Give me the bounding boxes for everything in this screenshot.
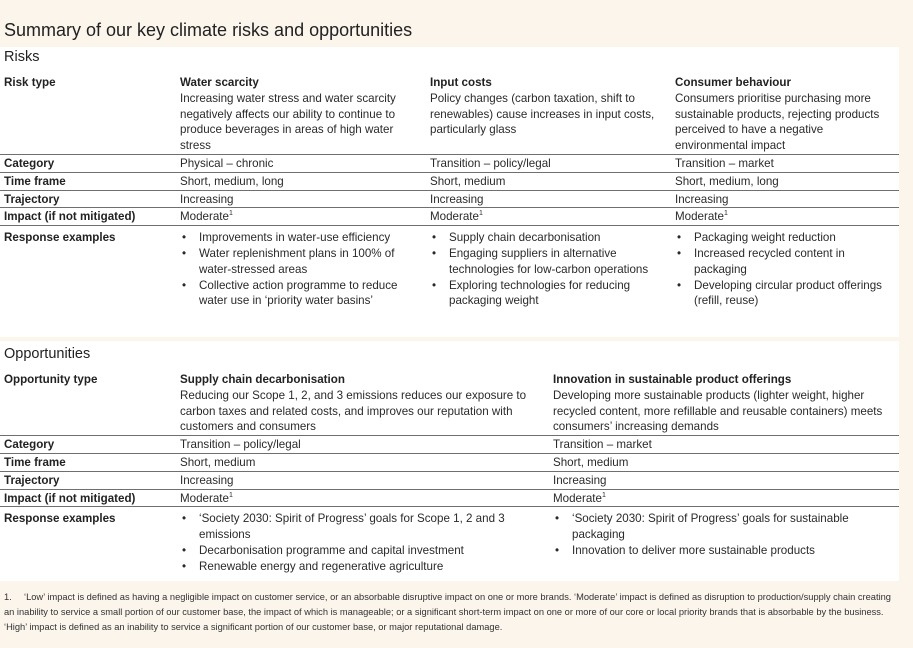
- response-cell: [176, 507, 549, 575]
- opportunity-name: Innovation in sustainable product offerings: [553, 373, 792, 386]
- impact-row: [0, 208, 899, 226]
- row-label: Category: [0, 154, 176, 172]
- footnote: [4, 590, 899, 634]
- opportunity-description: Reducing our Scope 1, 2, and 3 emissions reduces our exposure to carbon taxes and related costs, and improves our reputation with customers and consumers: [180, 388, 527, 434]
- response-item: • Decarbonisation programme and capital investment: [194, 543, 545, 559]
- time-frame-row: [0, 453, 899, 471]
- risks-table: [0, 74, 899, 309]
- page-title: Summary of our key climate risks and opportunities: [4, 20, 413, 40]
- response-item: • ‘Society 2030: Spirit of Progress’ goals for sustainable packaging: [567, 511, 895, 543]
- trajectory-cell: Increasing: [549, 471, 899, 489]
- trajectory-cell: Increasing: [671, 190, 899, 208]
- row-label: Response examples: [4, 231, 116, 245]
- row-label: Trajectory: [0, 190, 176, 208]
- impact-value: Moderate: [675, 210, 724, 224]
- response-list: [180, 511, 545, 574]
- category-row: [0, 154, 899, 172]
- response-list: [430, 230, 667, 309]
- response-item: • Innovation to deliver more sustainable products: [567, 543, 895, 559]
- response-list: [675, 230, 895, 309]
- opportunities-heading: Opportunities: [4, 346, 91, 362]
- response-cell: [671, 226, 899, 309]
- response-item: • ‘Society 2030: Spirit of Progress’ goals for Scope 1, 2 and 3 emissions: [194, 511, 545, 543]
- category-cell: Physical – chronic: [176, 154, 426, 172]
- response-item: • Exploring technologies for reducing packaging weight: [444, 278, 667, 310]
- response-cell: [549, 507, 899, 575]
- response-item: • Packaging weight reduction: [689, 230, 895, 246]
- impact-value: Moderate: [553, 491, 602, 505]
- trajectory-row: [0, 471, 899, 489]
- risk-name: Input costs: [430, 76, 492, 89]
- category-cell: Transition – policy/legal: [176, 436, 549, 454]
- response-item: • Water replenishment plans in 100% of water-stressed areas: [194, 246, 422, 278]
- footnote-ref: 1: [228, 210, 233, 218]
- trajectory-cell: Increasing: [176, 190, 426, 208]
- risk-name: Consumer behaviour: [675, 76, 791, 89]
- impact-row: [0, 489, 899, 507]
- time-frame-row: [0, 172, 899, 190]
- risk-type-cell: [426, 74, 671, 154]
- row-label: Time frame: [0, 172, 176, 190]
- row-label: Response examples: [4, 512, 116, 526]
- risk-description: Increasing water stress and water scarcity negatively affects our ability to continue to produce beverages in areas of high water stress: [180, 91, 396, 153]
- impact-value: Moderate: [180, 210, 229, 224]
- time-frame-cell: Short, medium, long: [671, 172, 899, 190]
- footnote-text: ‘Low’ impact is defined as having a negligible impact on customer service, or an absorbable disruptive impact on one or more brands. ‘Moderate’ impact is defined as disruption to production/supply chain creating an inability to service a small portion of our customer base, the impact of which is manageable; or a significant short-term impact on one or more of our core or local priority brands that is absorbable by the business. ‘High’ impact is defined as an inability to service a significant portion of our customer base, or major reputational damage.: [4, 592, 891, 632]
- time-frame-cell: Short, medium: [176, 453, 549, 471]
- trajectory-row: [0, 190, 899, 208]
- risk-type-cell: [671, 74, 899, 154]
- response-item: • Increased recycled content in packaging: [689, 246, 895, 278]
- impact-cell: [426, 208, 671, 226]
- impact-value: Moderate: [430, 210, 479, 224]
- opportunity-type-cell: [176, 371, 549, 436]
- trajectory-cell: Increasing: [426, 190, 671, 208]
- footnote-ref: 1: [601, 491, 606, 499]
- risk-type-cell: [176, 74, 426, 154]
- response-item: • Supply chain decarbonisation: [444, 230, 667, 246]
- response-row: [0, 507, 899, 575]
- impact-cell: [176, 489, 549, 507]
- impact-cell: [671, 208, 899, 226]
- response-row: [0, 226, 899, 309]
- opportunities-table: [0, 371, 899, 575]
- time-frame-cell: Short, medium: [549, 453, 899, 471]
- category-cell: Transition – market: [549, 436, 899, 454]
- footnote-number: 1.: [4, 592, 12, 602]
- footnote-ref: 1: [478, 210, 483, 218]
- category-cell: Transition – market: [671, 154, 899, 172]
- row-label: Trajectory: [0, 471, 176, 489]
- impact-cell: [549, 489, 899, 507]
- risk-description: Policy changes (carbon taxation, shift to renewables) cause increases in input costs, particularly glass: [430, 91, 655, 137]
- risk-name: Water scarcity: [180, 76, 259, 89]
- response-item: • Renewable energy and regenerative agriculture: [194, 559, 545, 575]
- risks-heading: Risks: [4, 49, 40, 65]
- opportunity-name: Supply chain decarbonisation: [180, 373, 345, 386]
- row-label: Impact (if not mitigated): [0, 208, 176, 226]
- risk-type-row: [0, 74, 899, 154]
- opportunity-description: Developing more sustainable products (lighter weight, higher recycled content, more refillable and reusable containers) meets consumers’ increasing demands: [553, 388, 883, 434]
- trajectory-cell: Increasing: [176, 471, 549, 489]
- response-list: [180, 230, 422, 309]
- response-item: • Collective action programme to reduce water use in ‘priority water basins’: [194, 278, 422, 310]
- response-cell: [176, 226, 426, 309]
- row-label: Opportunity type: [0, 371, 176, 436]
- response-list: [553, 511, 895, 558]
- opportunity-type-row: [0, 371, 899, 436]
- row-label: Risk type: [0, 74, 176, 154]
- row-label: Time frame: [0, 453, 176, 471]
- category-cell: Transition – policy/legal: [426, 154, 671, 172]
- category-row: [0, 436, 899, 454]
- response-cell: [426, 226, 671, 309]
- response-item: • Developing circular product offerings (refill, reuse): [689, 278, 895, 310]
- time-frame-cell: Short, medium, long: [176, 172, 426, 190]
- risk-description: Consumers prioritise purchasing more sustainable products, rejecting products perceived to have a negative environmental impact: [675, 91, 880, 153]
- footnote-ref: 1: [723, 210, 728, 218]
- response-item: • Engaging suppliers in alternative technologies for low-carbon operations: [444, 246, 667, 278]
- time-frame-cell: Short, medium: [426, 172, 671, 190]
- row-label: Impact (if not mitigated): [0, 489, 176, 507]
- row-label: Category: [0, 436, 176, 454]
- opportunity-type-cell: [549, 371, 899, 436]
- impact-cell: [176, 208, 426, 226]
- footnote-ref: 1: [228, 491, 233, 499]
- response-item: • Improvements in water-use efficiency: [194, 230, 422, 246]
- impact-value: Moderate: [180, 491, 229, 505]
